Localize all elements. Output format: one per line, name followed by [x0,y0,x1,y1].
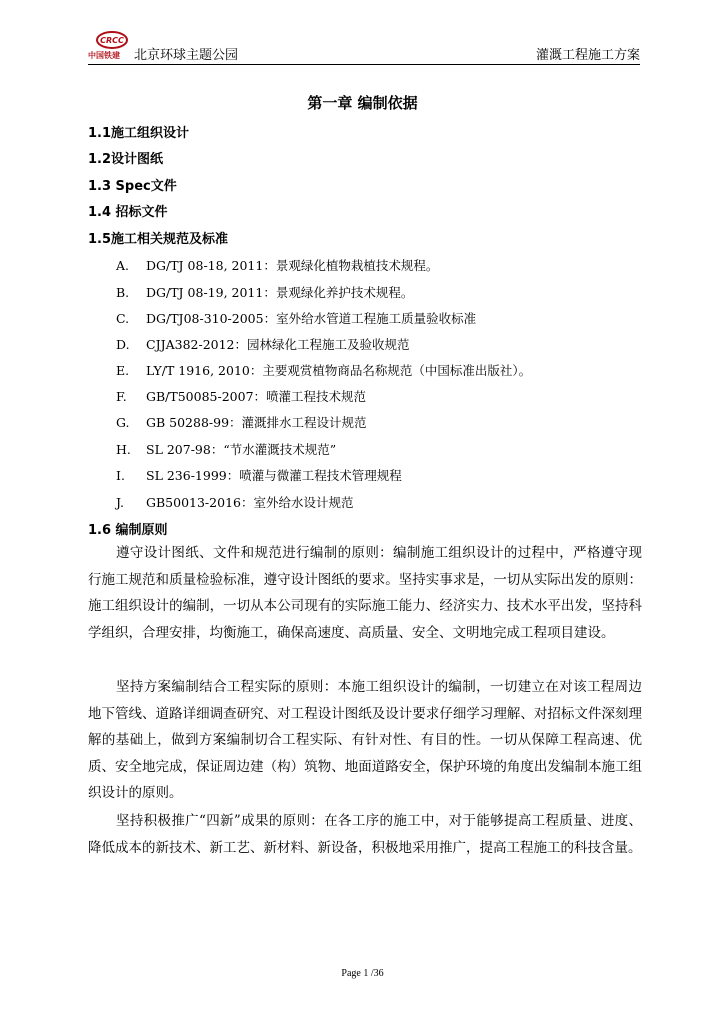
header-project-name: 北京环球主题公园 [134,48,239,63]
standard-text: GB 50288-99：灌溉排水工程设计规范 [146,415,367,430]
paragraph-principle-2: 坚持方案编制结合工程实际的原则：本施工组织设计的编制，一切建立在对该工程周边地下管线、道路详细调查研究、对工程设计图纸及设计要求仔细学习理解、对招标文件深刻理解的基础上，做到方案编制切合工程实际、有针对性、有目的性。一切从保障工程高速、优质、安全地完成，保证周边建（构）筑物、地面道路安全，保护环境的角度出发编制本施工组织设计的原则。 [88,679,642,802]
standard-text: CJJA382-2012：园林绿化工程施工及验收规范 [146,337,410,352]
standard-item [116,466,402,484]
section-1-2: 1.2设计图纸 [88,152,164,167]
standard-letter: E. [116,363,130,378]
standard-item [116,361,531,379]
standard-item [116,387,366,405]
standard-letter: D. [116,337,130,352]
standard-item [116,283,413,301]
standard-text: DG/TJ08-310-2005：室外给水管道工程施工质量验收标准 [146,311,477,326]
logo-mark: CRCC [100,36,124,45]
section-1-6: 1.6 编制原则 [88,523,168,538]
standard-item [116,413,367,431]
standard-letter: B. [116,285,130,300]
standard-letter: G. [116,415,130,430]
page-header [88,30,640,65]
standard-letter: I. [116,468,125,483]
chapter-title: 第一章 编制依据 [307,94,418,112]
section-1-1: 1.1施工组织设计 [88,126,190,141]
standard-text: GB50013-2016：室外给水设计规范 [146,495,354,510]
standard-text: DG/TJ 08-19, 2011：景观绿化养护技术规程。 [146,285,414,300]
standard-item [116,309,476,327]
section-1-5: 1.5施工相关规范及标准 [88,232,229,247]
paragraph-principle-1: 遵守设计图纸、文件和规范进行编制的原则：编制施工组织设计的过程中，严格遵守现行施工规范和质量检验标准，遵守设计图纸的要求。坚持实事求是，一切从实际出发的原则：施工组织设计的编制，一切从本公司现有的实际施工能力、经济实力、技术水平出发，坚持科学组织，合理安排，均衡施工，确保高速度、高质量、安全、文明地完成工程项目建设。 [88,545,642,641]
standard-letter: F. [116,389,127,404]
standard-text: SL 207-98：“节水灌溉技术规范” [146,442,337,457]
section-1-4: 1.4 招标文件 [88,205,168,220]
standard-text: DG/TJ 08-18, 2011：景观绿化植物栽植技术规程。 [146,258,439,273]
logo-text: 中国铁建 [88,51,120,60]
standard-item [116,256,438,274]
standard-letter: A. [116,258,130,273]
section-1-3: 1.3 Spec文件 [88,179,177,194]
standard-text: LY/T 1916, 2010：主要观赏植物商品名称规范（中国标准出版社）。 [146,363,532,378]
standard-item [116,440,336,458]
standard-text: GB/T50085-2007：喷灌工程技术规范 [146,389,367,404]
header-document-title: 灌溉工程施工方案 [535,48,640,63]
standard-item [116,493,353,511]
standard-letter: H. [116,442,131,457]
standard-item [116,335,410,353]
standard-letter: J. [116,495,125,510]
page-number: Page 1 /36 [341,968,384,979]
standard-letter: C. [116,311,130,326]
paragraph-principle-3: 坚持积极推广“四新”成果的原则：在各工序的施工中，对于能够提高工程质量、进度、降低成本的新技术、新工艺、新材料、新设备，积极地采用推广，提高工程施工的科技含量。 [88,813,642,856]
standard-text: SL 236-1999：喷灌与微灌工程技术管理规程 [146,468,402,483]
